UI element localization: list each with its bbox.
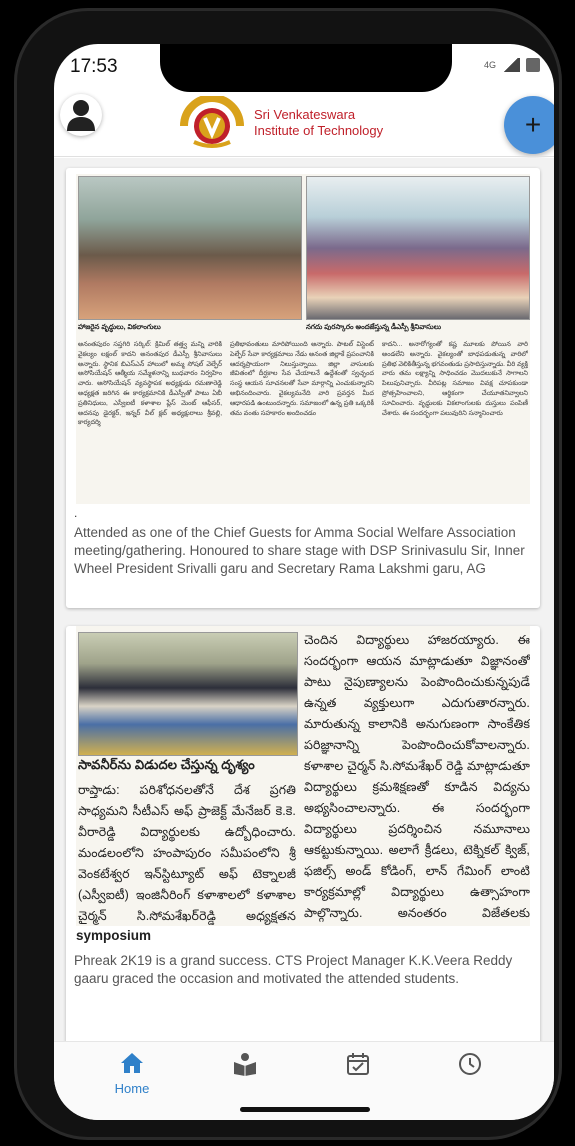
app-screen xyxy=(54,44,554,1120)
clipping-caption-left: హాజరైన వృద్ధులు, వికలాంగులు xyxy=(78,324,161,331)
nav-home[interactable] xyxy=(102,1052,162,1096)
clipping-column-left: రాప్తాడు: పరిశోధనలతోనే దేశ ప్రగతి సాధ్యమని సీటీఎస్‌ అఫ్‌ ప్రాజెక్ట్‌ మేనేజర్‌ కె.కె. వీరారెడ్డి విద్యార్థులకు ఉద్బోధించారు. మండలంలోని హంపాపురం సమీపంలోని శ్రీ వెంకటేశ్వర ఇన్‌స్టిట్యూట్‌ అఫ్‌ టెక్నాలజీ (ఎస్వీఐటీ) ఇంజినీరింగ్‌ కళాశాలలో కళాశాల చైర్మన్‌ సి.సోమశేఖర్‌రెడ్డి అధ్యక్షతన xyxy=(78,783,296,923)
person-icon xyxy=(66,98,96,132)
clipping-column: ప్రతిభావంతులు మారిపోయింది అన్నారు. పాటల్ విస్టెంట్ పెల్ఫేర్ సేవా కార్యక్రమాలు నేడు అనంత జిల్లాకే ప్రపంచానికి ఆదర్శప్రాయంగా నిలుస్తున్నాయి. జిల్లా వాసులకు జీవితంలో దీర్ఘకాల సేవ చేయాలనే ఉద్దేశంతో స్వచ్ఛంద సంస్థ ఆయన సూచనలతో సేవా మార్గాన్ని ఎంచుకున్నారని అభినందించారు. వైకల్యమనేది వారి ప్రవర్తన మీద ఆధారపడి ఉంటుందన్నారు. సమాజంలో ఉన్న ప్రతి ఒక్కరికీ తమ వంతు సహకారం అందించడం xyxy=(230,341,374,417)
news-feed[interactable] xyxy=(54,158,554,1042)
clipping-column-right: చెందిన విద్యార్థులు హాజరయ్యారు. ఈ సందర్భంగా ఆయన మాట్లాడుతూ విజ్ఞానంతో పాటు నైపుణ్యాలను పెంపొందించుకున్నపుడే ఉన్నత వ్యక్తులుగా ఎదుగుతారన్నారు. మారుతున్న కాలానికి అనుగుణంగా సాంకేతిక పరిజ్ఞానాన్ని పెంపొందించుకోవాలన్నారు. కళాశాల చైర్మన్‌ సి.సోమశేఖర్‌ రెడ్డి మాట్లాడుతూ విద్యార్థులు క్రమశిక్షణతో కూడిన విద్యను అభ్యసించాలన్నారు. ఈ సందర్భంగా విద్యార్థులు ప్రదర్శించిన నమూనాలు ఆకట్టుకున్నాయి. అలాగే క్రీడలు, టెక్నికల్‌ క్విజ్‌, ఫజిల్స్‌ అండ్‌ కోడింగ్‌, లాన్‌ గేమింగ్‌ లాంటి కార్యక్రమాల్లో విద్యార్థులు ఉత్సాహంగా పాల్గొన్నారు. అనంతరం విజేతలకు xyxy=(304,633,530,920)
logo-line2: Institute of Technology xyxy=(254,123,384,138)
post-title: symposium xyxy=(76,928,152,943)
network-label: 4G xyxy=(483,60,496,70)
post-card[interactable] xyxy=(66,626,540,1042)
notch xyxy=(160,44,452,92)
post-description: Attended as one of the Chief Guests for Amma Social Welfare Association meeting/gathering. Honoured to share stage with DSP Srinivasulu Sir, Inner Wheel President Srivalli garu and Secretary Rama Lakshmi garu, AG xyxy=(74,525,525,576)
clipping-photo-award xyxy=(306,176,530,320)
signal-icon xyxy=(502,58,520,72)
post-card[interactable] xyxy=(66,168,540,608)
phone-frame xyxy=(14,8,562,1140)
home-icon xyxy=(120,1052,144,1074)
calendar-icon xyxy=(346,1052,370,1076)
nav-calendar[interactable] xyxy=(328,1052,388,1081)
reader-icon xyxy=(233,1052,257,1076)
post-description: Phreak 2K19 is a grand success. CTS Project Manager K.K.Veera Reddy gaaru graced the occasion and motivated the attended students. xyxy=(74,953,513,986)
profile-avatar-button[interactable] xyxy=(60,94,102,136)
clipping-column: కాదని... అనారోగ్యంతో కష్ట మూలకు పోయిన వారి అండలేని అన్నారు. వైకల్యంతో బాధపడుతున్న వారిలో ప్రతిభ వెలికితీస్తున్న భగవంతుడు ప్రసాదిస్తున్నాడు. వీరి వ్యక్తి వారు తమ లక్ష్యాన్ని సాధించడం మొదలుకునే సాగాలని పిలుపునిచ్చారు. వీరిపట్ల సమాజం వివక్ష చూపకుండా ప్రోత్సహించాలని, ఆర్థికంగా చేయూతనివ్వాలని సూచించారు. వృద్ధులకు వికలాంగులకు దుస్తులు పంపిణీ చేశారు. ఈ సందర్భంగా పలువురిని సన్మానించారు xyxy=(382,341,528,417)
clipping-photo-audience xyxy=(78,176,302,320)
bottom-navigation xyxy=(54,1041,554,1120)
status-time: 17:53 xyxy=(70,56,118,77)
ellipsis: . xyxy=(74,506,78,520)
header-divider xyxy=(54,156,554,157)
nav-home-label: Home xyxy=(114,1081,150,1096)
nav-reader[interactable] xyxy=(215,1052,275,1081)
home-indicator[interactable] xyxy=(240,1107,370,1112)
add-post-button[interactable]: + xyxy=(504,96,554,154)
clock-icon xyxy=(458,1052,482,1076)
status-icons xyxy=(484,58,540,72)
nav-history[interactable] xyxy=(440,1052,500,1081)
logo-line1: Sri Venkateswara xyxy=(254,107,356,122)
newspaper-clipping xyxy=(76,174,530,504)
clipping-caption-right: నగదు పురస్కారం అందజేస్తున్న డీఎస్పీ శ్రీనివాసులు xyxy=(306,324,442,331)
institute-logo xyxy=(180,96,383,150)
clipping-caption: సావనీర్‌ను విడుదల చేస్తున్న దృశ్యం xyxy=(78,757,255,772)
battery-icon xyxy=(526,58,540,72)
clipping-photo-souvenir-release xyxy=(78,632,298,756)
newspaper-clipping xyxy=(76,626,530,926)
clipping-column: అనంతపురం సప్తగిరి సర్కిల్‌: క్రిమిల్‌ తత్త్వ మన్ని వారికి వైకల్యం లక్షంల్‌ కాదని అనంతపుర డీఎస్పీ శ్రీనివాసులు అన్నారు. స్థానిక బిఎస్ఎన్ హాలులో అమ్మ సోషల్‌ వెల్ఫేర్‌ అసోసియేషన్‌ ఆత్మీయ సమ్మేళనాన్ని బుధవారం నిర్వహిం చారు. అసోసియేషన్‌ వ్యవస్థాపక అధ్యక్షుడు రమణారెడ్డి అధ్యక్షత జరిగిన ఈ కార్యక్రమానికి డీఎస్పీతో పాటు ఏబీ ప్రతినిధులు, ఎస్వీఐటీ కళాశాల ప్లేస్ మెంట్ ఆఫీసర్, అదనపు డైరక్టర్, ఇన్నర్ వీల్ క్లబ్ అధ్యక్షురాలు శ్రీవల్లి, కార్యదర్శి xyxy=(78,341,222,427)
svit-emblem-icon xyxy=(180,96,244,150)
